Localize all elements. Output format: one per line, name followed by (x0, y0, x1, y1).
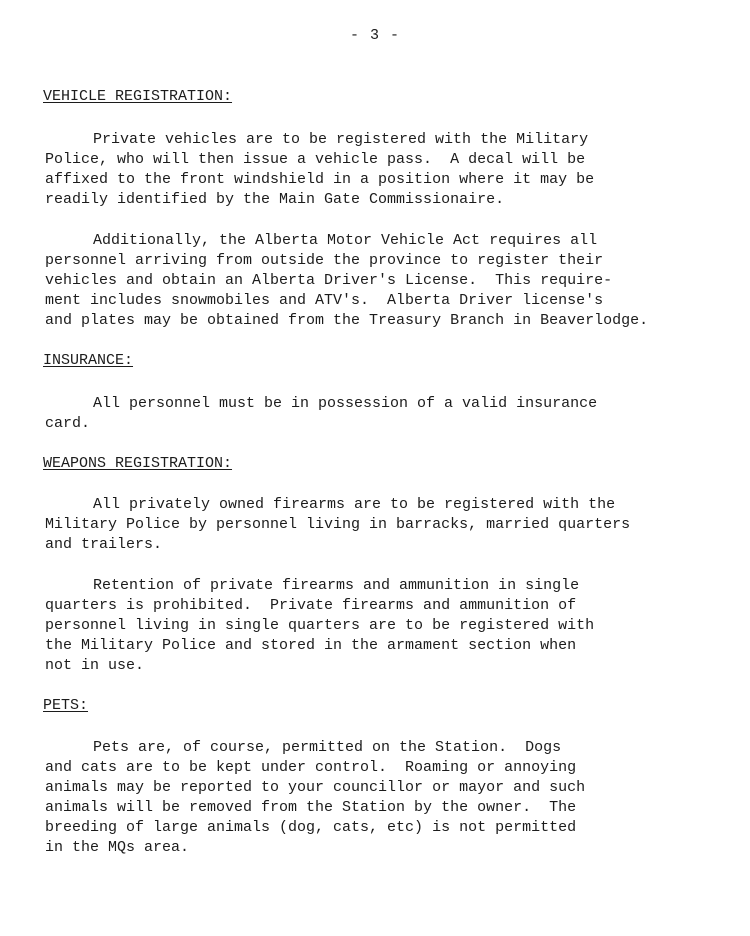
text-line: the Military Police and stored in the armament section when (45, 637, 577, 654)
heading-weapons-registration: WEAPONS REGISTRATION: (43, 455, 233, 472)
heading-pets: PETS: (43, 697, 89, 714)
text-line: Additionally, the Alberta Motor Vehicle Act requires all (93, 232, 598, 249)
text-line: vehicles and obtain an Alberta Driver's License. This require- (45, 272, 613, 289)
text-line: Military Police by personnel living in barracks, married quarters (45, 516, 631, 533)
text-line: All personnel must be in possession of a valid insurance (93, 395, 598, 412)
text-line: in the MQs area. (45, 839, 190, 856)
text-line: Private vehicles are to be registered with the Military (93, 131, 589, 148)
text-line: All privately owned firearms are to be registered with the (93, 496, 616, 513)
heading-vehicle-registration: VEHICLE REGISTRATION: (43, 88, 233, 105)
text-line: breeding of large animals (dog, cats, etc) is not permitted (45, 819, 577, 836)
text-line: and plates may be obtained from the Treasury Branch in Beaverlodge. (45, 312, 649, 329)
text-line: Retention of private firearms and ammunition in single (93, 577, 580, 594)
text-line: ment includes snowmobiles and ATV's. Alberta Driver license's (45, 292, 604, 309)
text-line: personnel arriving from outside the province to register their (45, 252, 604, 269)
text-line: and cats are to be kept under control. Roaming or annoying (45, 759, 577, 776)
text-line: not in use. (45, 657, 145, 674)
text-line: animals will be removed from the Station by the owner. The (45, 799, 577, 816)
text-line: and trailers. (45, 536, 163, 553)
text-line: readily identified by the Main Gate Commissionaire. (45, 191, 505, 208)
text-line: card. (45, 415, 91, 432)
text-line: Police, who will then issue a vehicle pass. A decal will be (45, 151, 586, 168)
text-line: quarters is prohibited. Private firearms and ammunition of (45, 597, 577, 614)
text-line: affixed to the front windshield in a position where it may be (45, 171, 595, 188)
page-number: - 3 - (349, 27, 400, 44)
text-line: Pets are, of course, permitted on the Station. Dogs (93, 739, 562, 756)
heading-insurance: INSURANCE: (43, 352, 134, 369)
text-line: animals may be reported to your councillor or mayor and such (45, 779, 586, 796)
text-line: personnel living in single quarters are to be registered with (45, 617, 595, 634)
